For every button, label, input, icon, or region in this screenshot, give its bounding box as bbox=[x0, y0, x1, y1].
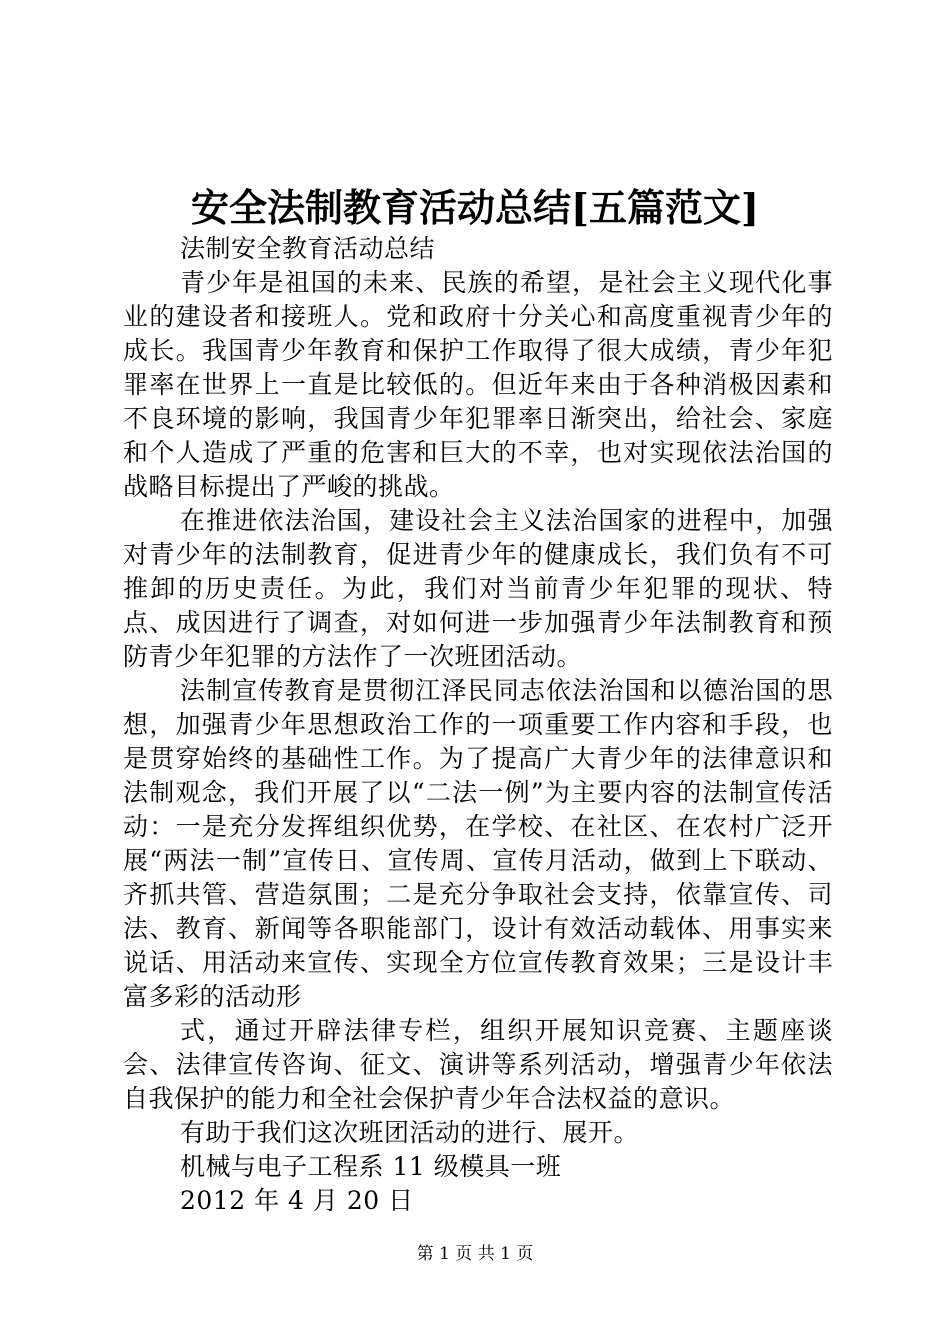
page-number-footer: 第 1 页 共 1 页 bbox=[416, 1244, 534, 1264]
document-body bbox=[123, 232, 833, 1218]
date-line: 2012 年 4 月 20 日 bbox=[180, 1186, 414, 1215]
body-paragraph-4: 式，通过开辟法律专栏，组织开展知识竞赛、主题座谈会、法律宣传咨询、征文、演讲等系列活动，增强青少年依法自我保护的能力和全社会保护青少年合法权益的意识。 bbox=[123, 1016, 833, 1113]
body-paragraph-5: 有助于我们这次班团活动的进行、展开。 bbox=[180, 1118, 640, 1147]
document-subtitle: 法制安全教育活动总结 bbox=[180, 234, 436, 263]
document-title: 安全法制教育活动总结[五篇范文] bbox=[191, 185, 759, 230]
body-paragraph-3: 法制宣传教育是贯彻江泽民同志依法治国和以德治国的思想，加强青少年思想政治工作的一项重要工作内容和手段，也是贯穿始终的基础性工作。为了提高广大青少年的法律意识和法制观念，我们开展了以“二法一例”为主要内容的法制宣传活动：一是充分发挥组织优势，在学校、在社区、在农村广泛开展“两法一制”宣传日、宣传周、宣传月活动，做到上下联动、齐抓共管、营造氛围；二是充分争取社会支持，依靠宣传、司法、教育、新闻等各职能部门，设计有效活动载体、用事实来说话、用活动来宣传、实现全方位宣传教育效果；三是设计丰富多彩的活动形 bbox=[123, 676, 833, 1011]
body-paragraph-2: 在推进依法治国，建设社会主义法治国家的进程中，加强对青少年的法制教育，促进青少年的健康成长，我们负有不可推卸的历史责任。为此，我们对当前青少年犯罪的现状、特点、成因进行了调查，对如何进一步加强青少年法制教育和预防青少年犯罪的方法作了一次班团活动。 bbox=[123, 506, 833, 671]
body-paragraph-1: 青少年是祖国的未来、民族的希望，是社会主义现代化事业的建设者和接班人。党和政府十分关心和高度重视青少年的成长。我国青少年教育和保护工作取得了很大成绩，青少年犯罪率在世界上一直是比较低的。但近年来由于各种消极因素和不良环境的影响，我国青少年犯罪率日渐突出，给社会、家庭和个人造成了严重的危害和巨大的不幸，也对实现依法治国的战略目标提出了严峻的挑战。 bbox=[123, 268, 833, 501]
signature-line: 机械与电子工程系 11 级模具一班 bbox=[180, 1152, 562, 1181]
